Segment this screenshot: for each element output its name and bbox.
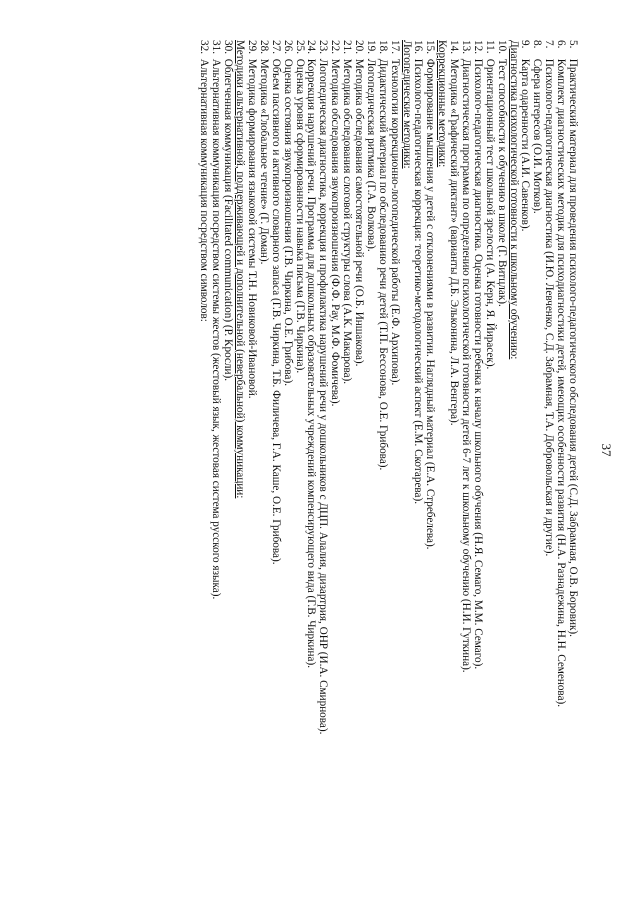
list-item-text: Комплект диагностических методик для психодиагностики детей, имеющих особенности развития (Н.А. Разнадежина, Н.Н. Семенова). <box>555 58 568 708</box>
section-heading: Коррекционные методики: <box>436 40 449 168</box>
list-item-number: 7. <box>543 40 556 49</box>
list-item <box>293 40 305 860</box>
list-item <box>257 40 269 860</box>
list-item-number: 12. <box>471 40 484 54</box>
list-item-text: Методика «Глобальное чтение» (Г. Доман). <box>257 58 270 265</box>
page-number: 37 <box>599 443 614 457</box>
list-item <box>423 40 435 860</box>
list-item-text: Сфера интересов (О.И. Мотков). <box>531 58 544 214</box>
list-item <box>340 40 352 860</box>
list-item <box>198 40 210 860</box>
list-item-text: Альтернативная коммуникация посредством символов: <box>198 58 211 322</box>
list-item <box>542 40 554 860</box>
list-item-number: 22. <box>329 40 342 54</box>
list-item-number: 18. <box>376 40 389 54</box>
list-item-number: 15. <box>424 40 437 54</box>
list-item-number: 20. <box>352 40 365 54</box>
list-item-number: 25. <box>293 40 306 54</box>
list-item-text: Оценка состояния звукопроизношения (Г.В. Чиркина, О.Е. Грибова). <box>281 58 294 387</box>
list-item <box>519 40 531 860</box>
list-item <box>412 40 424 860</box>
list-item-text: Методика обследования слоговой структуры слова (А.К. Макарова). <box>341 58 354 385</box>
list-item-number: 11. <box>483 40 496 54</box>
list-item <box>483 40 495 860</box>
list-item-number: 13. <box>459 40 472 54</box>
list-item-text: Методика обследования самостоятельной речи (О.Б. Иншакова). <box>352 58 365 367</box>
list-item-text: Облегченная коммуникация (Facilitated communication) (Р. Кросли). <box>222 58 235 382</box>
document-page <box>60 40 620 860</box>
list-item-text: Альтернативная коммуникация посредством системы жестов (жестовый язык, жестовая система русского языка). <box>210 58 223 600</box>
list-item-text: Методика «Графический диктант» (варианты Д.Б. Эльконина, Л.А. Венгера). <box>448 58 461 426</box>
section-heading: Методики альтернативной, поддерживающей и дополнительной (невербальной) коммуникации: <box>234 40 247 499</box>
list-item <box>495 40 507 860</box>
list-item-number: 23. <box>317 40 330 54</box>
list-item <box>376 40 388 860</box>
list-item-number: 30. <box>222 40 235 54</box>
list-item-number: 31. <box>210 40 223 54</box>
list-item-text: Методика обследования звукопроизношения (Ф.Ф. Рау, М.Ф. Фомичева). <box>329 58 342 407</box>
list-item-number: 10. <box>495 40 508 54</box>
list-item-number: 14. <box>448 40 461 54</box>
list-item <box>530 40 542 860</box>
list-item <box>388 40 400 860</box>
list-item-text: Психолого-педагогическая диагностика. Оценка готовности ребенка к началу школьного обучения (Н.Я. Семаго, М.М. Семаго). <box>471 58 484 670</box>
list-item <box>269 40 281 860</box>
list-item-number: 24. <box>305 40 318 54</box>
list-item-number: 8. <box>531 40 544 49</box>
list-item-text: Логопедическая ритмика (Г.А. Волкова). <box>364 58 377 252</box>
list-item-number: 5. <box>567 40 579 49</box>
list-item-text: Психолого-педагогическая коррекция: теоретико-методологический аспект (Е.М. Скотарева). <box>412 58 425 505</box>
document-lines <box>198 40 579 860</box>
list-item-number: 21. <box>341 40 354 54</box>
list-item-number: 28. <box>257 40 270 54</box>
list-item-text: Объем пассивного и активного словарного запаса (Г.В. Чиркина, Т.Б. Филичева, Г.А. Каше, О.Е. Грибова). <box>269 58 282 565</box>
list-item-text: Дидактический материал по обследованию речи детей (Т.П. Бессонова, О.Е. Грибова). <box>376 58 389 471</box>
list-item <box>209 40 221 860</box>
list-item <box>305 40 317 860</box>
list-item-text: Диагностическая программа по определению психологической готовности детей 6-7 лет к школьному обучению (Н.И. Гуткина). <box>459 58 472 673</box>
list-item-text: Логопедическая диагностика, коррекция и профилактика нарушений речи у дошкольников с ДЦП. Алалия, дизартрия, ОНР (И.А. Смирнова). <box>317 58 330 735</box>
list-item <box>281 40 293 860</box>
list-item-text: Ориентационный тест школьной зрелости (А. Керн, Я. Йирасек). <box>483 58 496 370</box>
list-item <box>328 40 340 860</box>
list-item-text: Психолого-педагогическая диагностика (И.Ю. Левченко, С.Д. Забрамная, Т.А. Добровольская и другие). <box>543 58 556 557</box>
list-item <box>459 40 471 860</box>
list-item-number: 26. <box>281 40 294 54</box>
list-item-number: 19. <box>364 40 377 54</box>
list-item-text: Технологии коррекционно-логопедической работы (Е.Ф. Архипова). <box>388 58 401 386</box>
list-item-number: 32. <box>198 40 211 54</box>
list-item-number: 29. <box>245 40 258 54</box>
list-item-number: 16. <box>412 40 425 54</box>
section-heading: Диагностика психологической готовности к школьному обучению: <box>507 40 520 360</box>
list-item-text: Формирование мышления у детей с отклонениями в развитии. Наглядный материал (Е.А. Стребелева). <box>424 58 437 550</box>
list-item-number: 27. <box>269 40 282 54</box>
list-item-number: 17. <box>388 40 401 54</box>
list-item <box>554 40 566 860</box>
list-item-text: Практический материал для проведения психолого-педагогического обследования детей (С.Д. Забрамная, О.В. Боровик). <box>567 58 579 637</box>
list-item-text: Карта одаренности (А.И. Савенков). <box>519 58 532 232</box>
list-item-text: Тест способности к обучению в школе (Г. Витцлак). <box>495 58 508 307</box>
list-item <box>364 40 376 860</box>
list-item <box>447 40 459 860</box>
list-item <box>566 40 578 860</box>
list-item-number: 9. <box>519 40 532 49</box>
list-item <box>221 40 233 860</box>
list-item <box>316 40 328 860</box>
section-heading: Логопедические методики: <box>400 40 413 169</box>
list-item <box>245 40 257 860</box>
list-item-text: Оценка уровня сформированности навыка письма (Г.В. Чиркина). <box>293 58 306 374</box>
list-item-number: 6. <box>555 40 568 49</box>
list-item-text: Коррекция нарушений речи. Программа для дошкольных образовательных учреждений компенсирующего вида (Г.В. Чиркина). <box>305 58 318 669</box>
list-item-text: Методика формирования языковой системы Т.Н. Новиковой-Ивановой. <box>245 58 258 399</box>
list-item <box>471 40 483 860</box>
list-item <box>352 40 364 860</box>
